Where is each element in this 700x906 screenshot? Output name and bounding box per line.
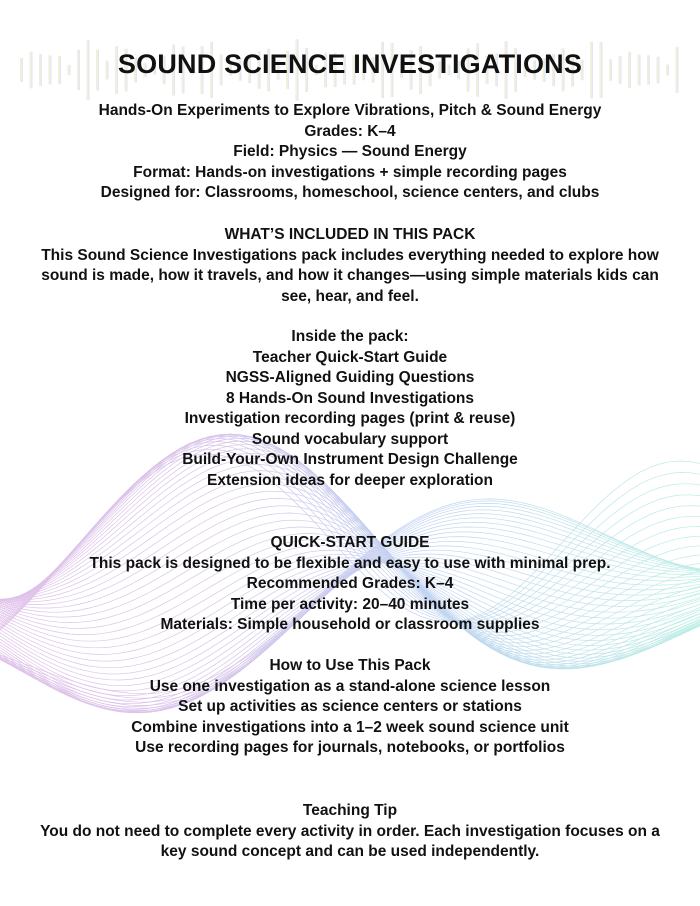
quickstart-line: Time per activity: 20–40 minutes bbox=[230, 595, 470, 613]
quickstart-section bbox=[30, 533, 670, 636]
list-item: NGSS-Aligned Guiding Questions bbox=[225, 369, 475, 386]
subtitle: Hands-On Experiments to Explore Vibrations, Pitch & Sound Energy bbox=[98, 102, 602, 119]
inside-section bbox=[30, 327, 670, 491]
list-item: Use recording pages for journals, notebooks, or portfolios bbox=[135, 739, 565, 756]
intro-block bbox=[30, 101, 670, 204]
list-item: Teacher Quick-Start Guide bbox=[252, 348, 448, 366]
tip-body: You do not need to complete every activity in order. Each investigation focuses on a key sound concept and can be used independently. bbox=[40, 822, 660, 860]
list-item: Extension ideas for deeper exploration bbox=[207, 471, 493, 489]
inside-heading: Inside the pack: bbox=[291, 328, 409, 345]
grades-line: Grades: K–4 bbox=[304, 122, 396, 140]
list-item: 8 Hands-On Sound Investigations bbox=[225, 389, 475, 407]
list-item: Sound vocabulary support bbox=[251, 430, 449, 448]
list-item: Set up activities as science centers or stations bbox=[178, 698, 522, 715]
howto-heading: How to Use This Pack bbox=[269, 657, 431, 674]
tip-section bbox=[30, 801, 670, 863]
page-title: SOUND SCIENCE INVESTIGATIONS bbox=[117, 49, 583, 79]
format-line: Format: Hands-on investigations + simple recording pages bbox=[133, 163, 567, 181]
list-item: Use one investigation as a stand-alone science lesson bbox=[149, 677, 551, 695]
quickstart-line: This pack is designed to be flexible and easy to use with minimal prep. bbox=[89, 554, 611, 572]
quickstart-line: Materials: Simple household or classroom supplies bbox=[160, 616, 540, 633]
designed-for-line: Designed for: Classrooms, homeschool, science centers, and clubs bbox=[100, 184, 600, 201]
included-body: This Sound Science Investigations pack includes everything needed to explore how sound is made, how it travels, and how it changes—using simple materials kids can see, hear, and feel. bbox=[41, 246, 659, 305]
list-item: Build-Your-Own Instrument Design Challenge bbox=[182, 451, 518, 468]
included-heading: WHAT’S INCLUDED IN THIS PACK bbox=[224, 226, 476, 243]
howto-section bbox=[30, 656, 670, 759]
list-item: Investigation recording pages (print & reuse) bbox=[184, 410, 516, 427]
field-line: Field: Physics — Sound Energy bbox=[233, 143, 467, 160]
quickstart-heading: QUICK-START GUIDE bbox=[270, 534, 430, 551]
tip-heading: Teaching Tip bbox=[302, 802, 398, 819]
included-section bbox=[30, 225, 670, 307]
quickstart-line: Recommended Grades: K–4 bbox=[246, 575, 454, 592]
list-item: Combine investigations into a 1–2 week sound science unit bbox=[131, 718, 569, 736]
